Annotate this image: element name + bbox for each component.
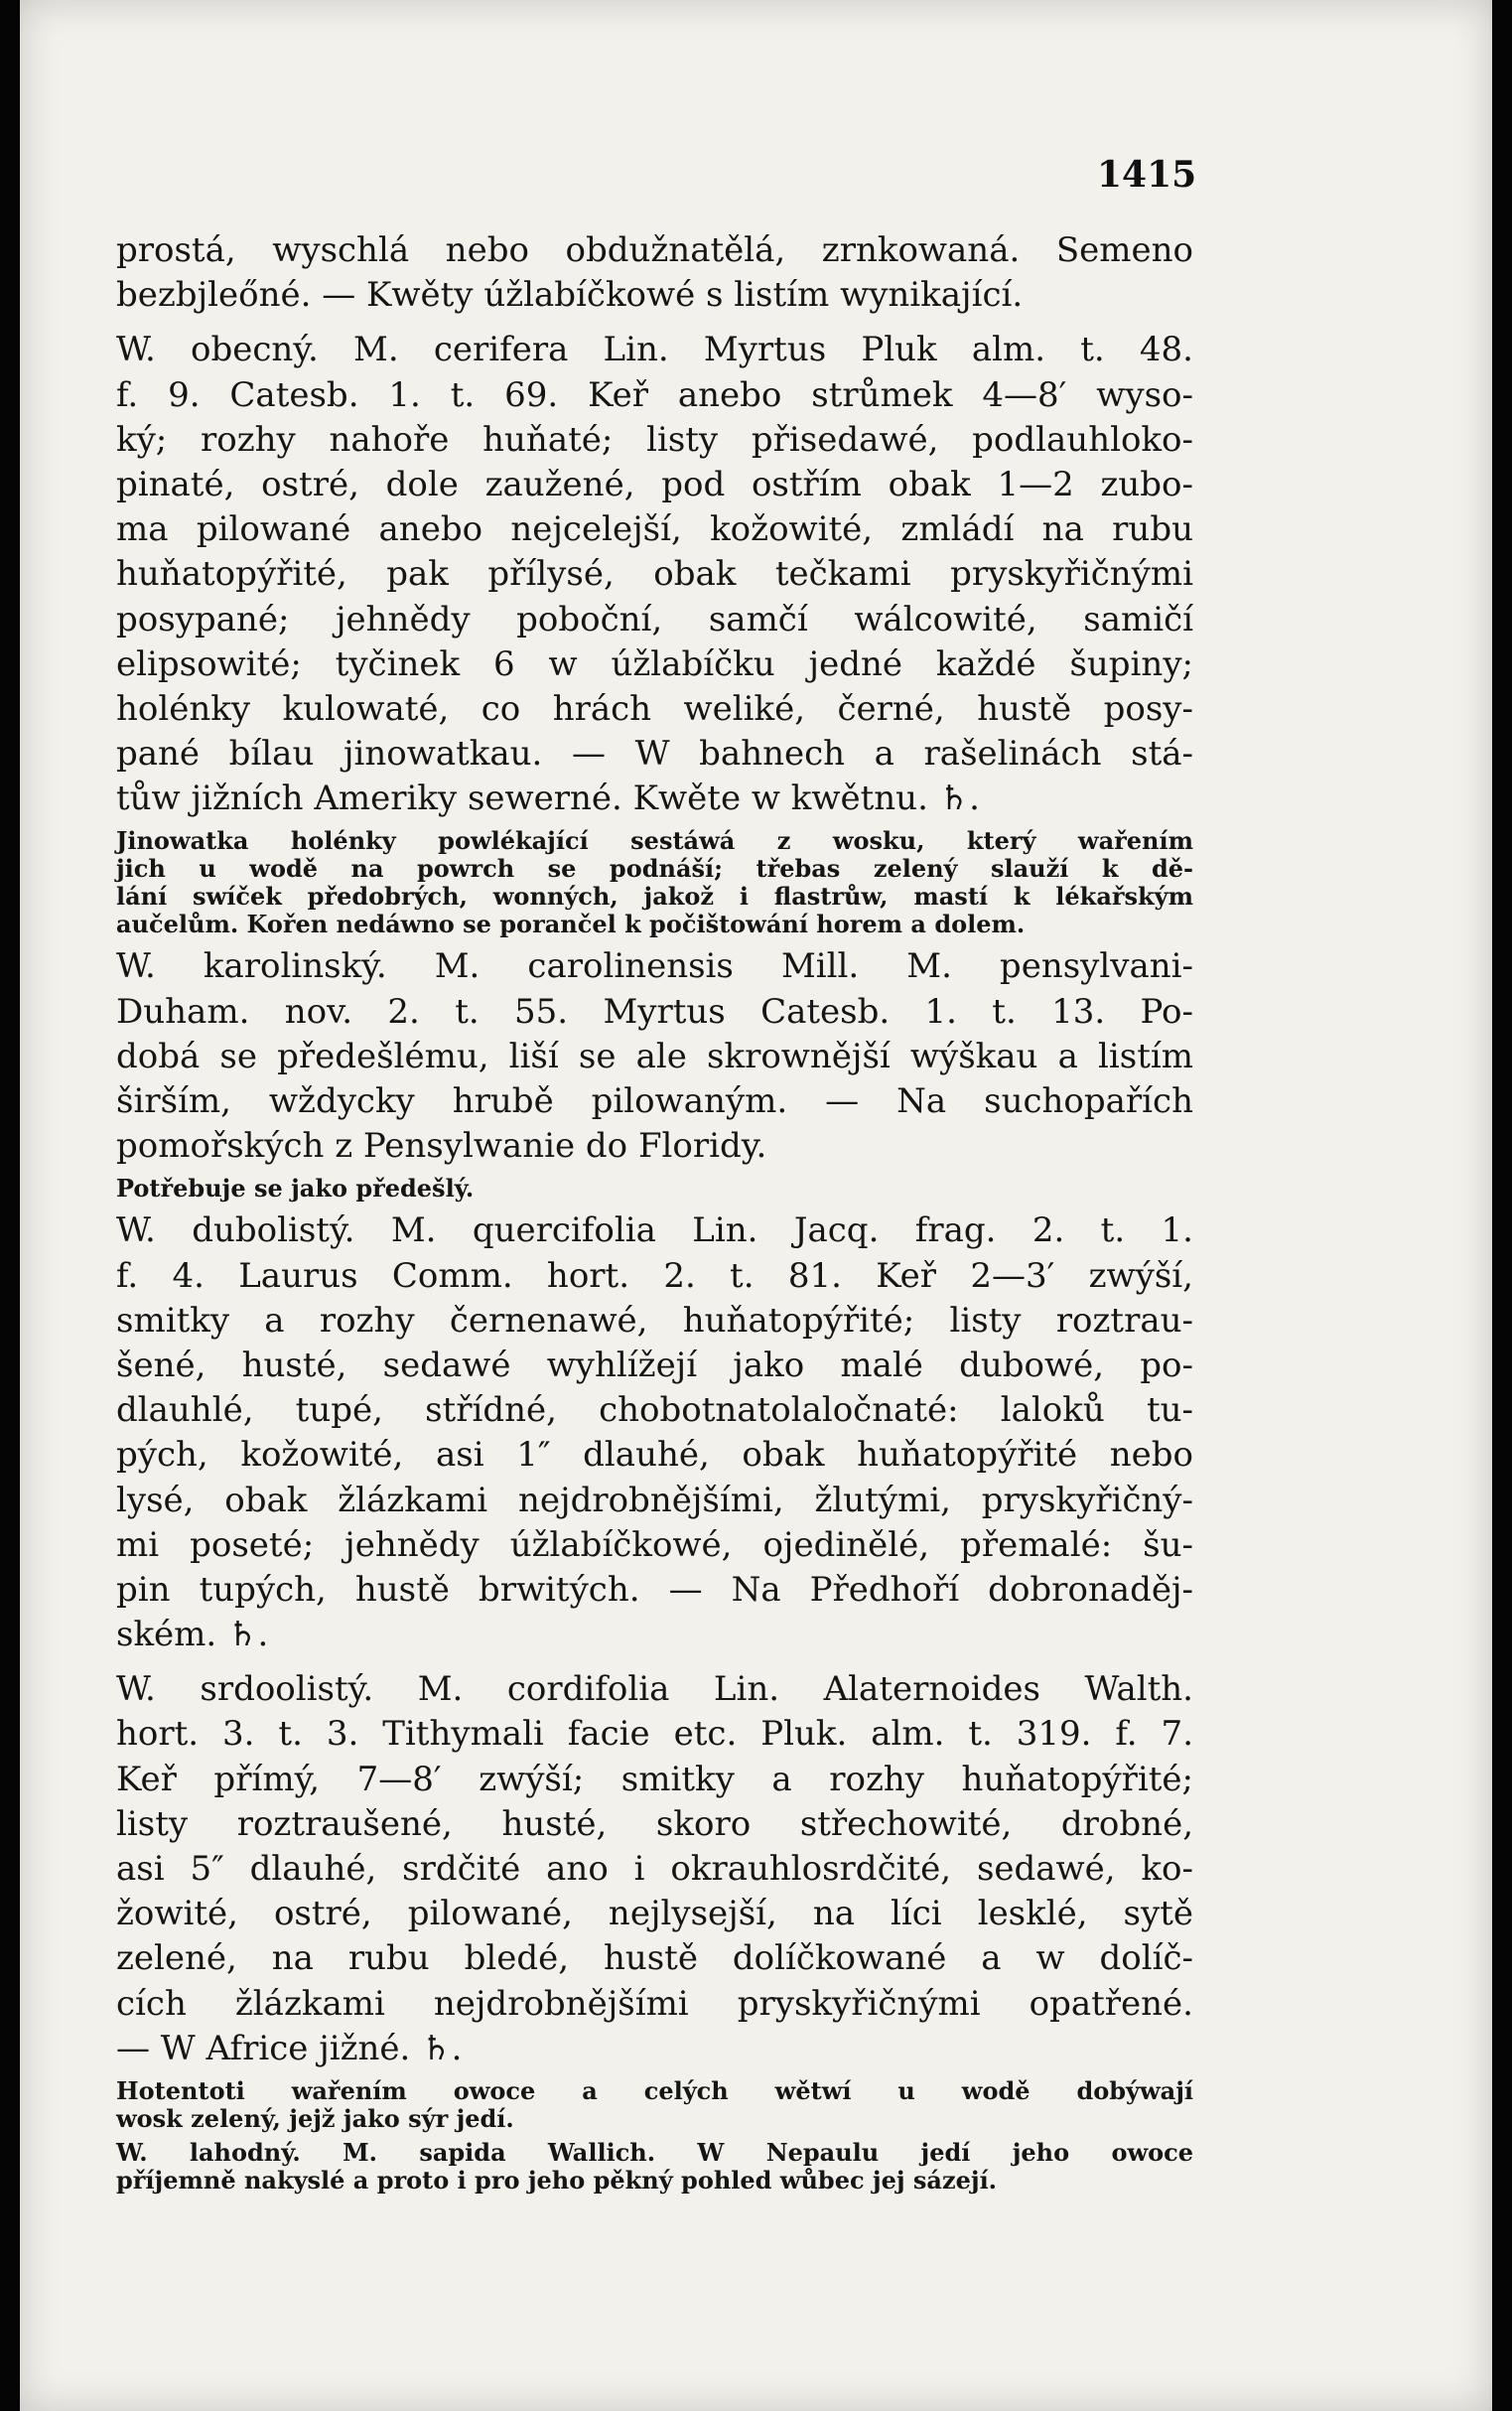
text-line: bezbjleőné. — Kwěty úžlabíčkowé s listím wynikající. — [116, 275, 1024, 316]
text-line: W. karolinský. M. carolinensis Mill. M. pensylvani- — [116, 946, 1193, 987]
text-line: Duham. nov. 2. t. 55. Myrtus Catesb. 1. t. 13. Po- — [116, 991, 1193, 1032]
text-line: f. 9. Catesb. 1. t. 69. Keř anebo strůmek 4—8′ wyso- — [116, 374, 1193, 415]
text-line: ma pilowané anebo nejcelejší, kožowité, zmládí na rubu — [116, 509, 1193, 550]
text-line: elipsowité; tyčinek 6 w úžlabíčku jedné každé šupiny; — [116, 643, 1193, 684]
text-line: pinaté, ostré, dole zaužené, pod ostřím obak 1—2 zubo- — [116, 464, 1193, 504]
paragraph-spacer — [116, 318, 1193, 328]
footnote-paragraph — [116, 827, 1193, 938]
text-line: dobá se předešlému, liší se ale skrownější wýškau a listím — [116, 1036, 1193, 1076]
paragraph-spacer — [116, 1657, 1193, 1667]
text-line: Keř přímý, 7—8′ zwýší; smitky a rozhy huňatopýřité; — [116, 1759, 1193, 1799]
body-paragraph — [116, 944, 1193, 1169]
page-number: 1415 — [1097, 154, 1197, 196]
body-paragraph — [116, 228, 1193, 318]
text-line: W. dubolistý. M. quercifolia Lin. Jacq. frag. 2. t. 1. — [116, 1210, 1193, 1251]
text-line: pých, kožowité, asi 1″ dlauhé, obak huňatopýřité nebo — [116, 1435, 1193, 1476]
text-line: pané bílau jinowatkau. — W bahnech a rašelinách stá- — [116, 734, 1193, 775]
text-line: posypané; jehnědy poboční, samčí wálcowité, samičí — [116, 599, 1193, 639]
text-line: listy roztraušené, husté, skoro střechowité, drobné, — [116, 1803, 1193, 1844]
text-line: prostá, wyschlá nebo obdužnatělá, zrnkowaná. Semeno — [116, 230, 1193, 270]
text-line: širším, wždycky hrubě pilowaným. — Na suchopařích — [116, 1081, 1193, 1121]
text-line: šené, husté, sedawé wyhlížejí jako malé dubowé, po- — [116, 1345, 1193, 1385]
text-line: holénky kulowaté, co hrách weliké, černé, hustě posy- — [116, 688, 1193, 729]
text-line: pin tupých, hustě brwitých. — Na Předhoří dobronaděj- — [116, 1569, 1193, 1610]
text-line: Hotentoti wařením owoce a celých wětwí u wodě dobýwají — [116, 2075, 1193, 2105]
footnote-paragraph — [116, 2139, 1193, 2195]
text-line: pomořských z Pensylwanie do Floridy. — [116, 1126, 767, 1167]
text-line: Jinowatka holénky powlékající sestáwá z wosku, který wařením — [116, 826, 1193, 856]
text-column — [116, 228, 1193, 2195]
footnote-paragraph — [116, 1175, 1193, 1203]
body-paragraph — [116, 1667, 1193, 2071]
text-line: hort. 3. t. 3. Tithymali facie etc. Pluk. alm. t. 319. f. 7. — [116, 1714, 1193, 1755]
text-line: ký; rozhy nahoře huňaté; listy přisedawé, podlauhloko- — [116, 419, 1193, 460]
text-line: wosk zelený, jejž jako sýr jedí. — [116, 2103, 514, 2133]
text-line: huňatopýřité, pak přílysé, obak tečkami pryskyřičnými — [116, 554, 1193, 595]
text-line: f. 4. Laurus Comm. hort. 2. t. 81. Keř 2—3′ zwýší, — [116, 1255, 1193, 1296]
text-line: smitky a rozhy černenawé, huňatopýřité; listy roztrau- — [116, 1300, 1193, 1341]
book-page — [20, 0, 1492, 2411]
text-line: příjemně nakyslé a proto i pro jeho pěkný pohled wůbec jej sázejí. — [116, 2165, 998, 2195]
text-line: asi 5″ dlauhé, srdčité ano i okrauhlosrdčité, sedawé, ko- — [116, 1849, 1193, 1889]
text-line: jich u wodě na powrch se podnáší; třebas zelený slauží k dě- — [116, 854, 1193, 884]
text-line: Potřebuje se jako předešlý. — [116, 1174, 475, 1204]
text-line: zelené, na rubu bledé, hustě dolíčkowané a w dolíč- — [116, 1938, 1193, 1979]
footnote-paragraph — [116, 2077, 1193, 2133]
text-line: ském. ♄. — [116, 1615, 269, 1655]
text-line: aučelům. Kořen nedáwno se porančel k počištowání horem a dolem. — [116, 910, 1026, 939]
text-line: W. srdoolistý. M. cordifolia Lin. Alaternoides Walth. — [116, 1669, 1193, 1710]
text-line: tůw jižních Ameriky sewerné. Kwěte w kwětnu. ♄. — [116, 779, 980, 819]
text-line: cích žlázkami nejdrobnějšími pryskyřičnými opatřené. — [116, 1983, 1193, 2024]
text-line: — W Africe jižné. ♄. — [116, 2028, 463, 2068]
text-line: W. lahodný. M. sapida Wallich. W Nepaulu jedí jeho owoce — [116, 2137, 1193, 2167]
text-line: žowité, ostré, pilowané, nejlysejší, na líci lesklé, sytě — [116, 1894, 1193, 1934]
text-line: dlauhlé, tupé, střídné, chobotnatolaločnaté: laloků tu- — [116, 1390, 1193, 1431]
text-line: mi poseté; jehnědy úžlabíčkowé, ojedinělé, přemalé: šu- — [116, 1524, 1193, 1565]
text-line: W. obecný. M. cerifera Lin. Myrtus Pluk alm. t. 48. — [116, 330, 1193, 370]
body-paragraph — [116, 1208, 1193, 1657]
text-line: lysé, obak žlázkami nejdrobnějšími, žlutými, pryskyřičný- — [116, 1480, 1193, 1520]
text-line: lání swíček předobrých, wonných, jakož i flastrůw, mastí k lékařským — [116, 882, 1193, 912]
body-paragraph — [116, 328, 1193, 821]
